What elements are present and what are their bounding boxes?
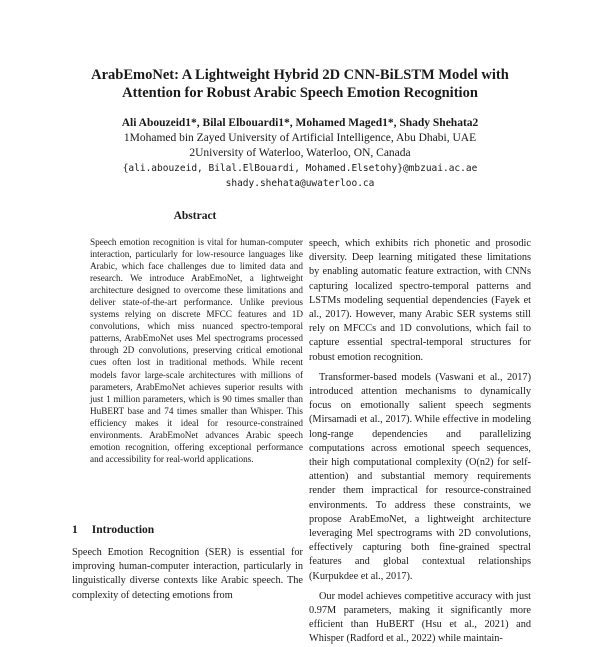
abstract-body (90, 236, 303, 465)
body-paragraph-2: Transformer-based models (Vaswani et al., 2017) introduced attention mechanisms to dynamically focus on emotionally salient speech segments (Mirsamadi et al., 2017). While effective in modeling long-range dependencies and parallelizing computations across emotional speech sequences, their high computational complexity (O(n2) for self-attention) and substantial memory requirements render them impractical for resource-constrained environments. To address these constraints, we propose ArabEmoNet, a lightweight architecture leveraging Mel spectrograms with 2D convolutions, effectively capturing both fine-grained spectral features and global contextual relationships (Kurpukdee et al., 2017). (309, 371, 531, 582)
paper-title-line-1: ArabEmoNet: A Lightweight Hybrid 2D CNN-BiLSTM Model with (91, 67, 509, 83)
paper-title-line-2: Attention for Robust Arabic Speech Emotion Recognition (122, 85, 478, 101)
abstract-text: Speech emotion recognition is vital for human-computer interaction, particularly for low-resource languages like Arabic, which face challenges due to limited data and research. We introduce ArabEmoNet, a lightweight architecture designed to overcome these limitations and deliver state-of-the-art performance. Unlike previous systems relying on discrete MFCC features and 1D convolutions, which miss nuanced spectro-temporal patterns, ArabEmoNet uses Mel spectrograms processed through 2D convolutions, preserving critical emotional cues often lost in traditional methods. While recent models favor large-scale architectures with millions of parameters, ArabEmoNet achieves superior results with just 1 million parameters, which is 90 times smaller than HuBERT base and 74 times smaller than Whisper. This efficiency makes it ideal for resource-constrained environments. ArabEmoNet advances Arabic speech emotion recognition, offering exceptional performance and accessibility for real-world applications. (90, 237, 303, 464)
section-heading-introduction (72, 524, 154, 536)
body-paragraph-3: Our model achieves competitive accuracy with just 0.97M parameters, making it significantly more efficient than HuBERT (Hsu et al., 2021) and Whisper (Radford et al., 2022) while maintain- (309, 590, 531, 645)
affiliation-1: 1Mohamed bin Zayed University of Artificial Intelligence, Abu Dhabi, UAE (123, 132, 477, 144)
author-list: Ali Abouzeid1*, Bilal Elbouardi1*, Mohamed Maged1*, Shady Shehata2 (121, 117, 479, 129)
body-paragraph-1: speech, which exhibits rich phonetic and prosodic diversity. Deep learning mitigated these limitations by enabling automatic feature extraction, with CNNs capturing localized spectro-temporal patterns and LSTMs modeling sequential dependencies (Fayek et al., 2017). However, many Arabic SER systems still rely on MFCCs and 1D convolutions, which fail to capture essential spectral-temporal structures for robust emotion recognition. (309, 238, 531, 363)
abstract-heading: Abstract (173, 210, 217, 222)
section-title: Introduction (91, 524, 155, 536)
paper-title (40, 66, 560, 102)
section-number: 1 (72, 524, 78, 536)
left-column-body (72, 546, 303, 603)
right-column-body (309, 237, 531, 647)
email-line-1: {ali.abouzeid, Bilal.ElBouardi, Mohamed.Elsetohy}@mbzuai.ac.ae (122, 163, 478, 174)
email-line-2: shady.shehata@uwaterloo.ca (225, 178, 375, 189)
affiliation-2: 2University of Waterloo, Waterloo, ON, Canada (189, 147, 411, 159)
intro-paragraph: Speech Emotion Recognition (SER) is essential for improving human-computer interaction, particularly in linguistically diverse contexts like Arabic speech. The complexity of detecting emotions from (72, 547, 303, 601)
